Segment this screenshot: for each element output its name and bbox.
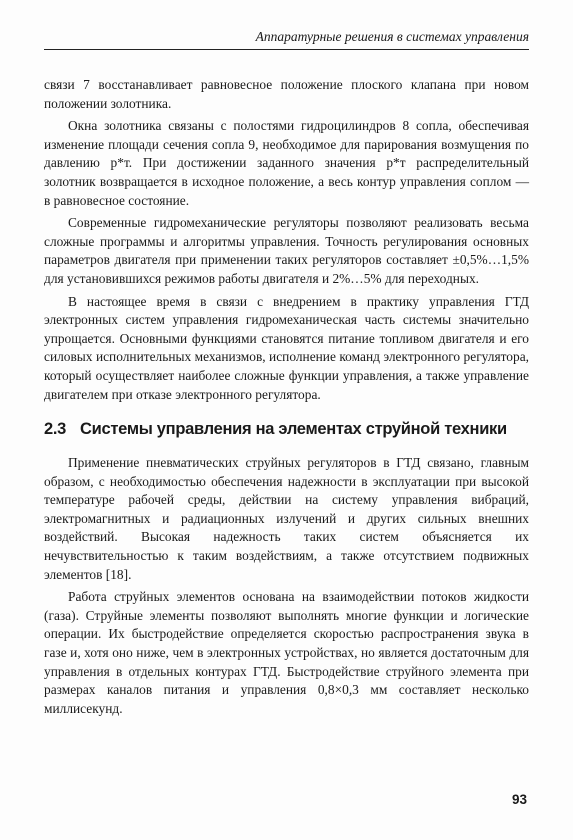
page-number: 93 (511, 792, 527, 807)
paragraph-continuation: связи 7 восстанавливает равновесное положение плоского клапана при новом положении золотника. (44, 77, 529, 111)
paragraph-jet-elements: Работа струйных элементов основана на взаимодействии потоков жидкости (газа). Струйные элементы позволяют выполнять многие функции и логические операции. Их быстродействие определяется скоростью распространения звука в газе и, хотя оно ниже, чем в электронных устройствах, но является достаточным для управления в отдельных контурах ГТД. Быстродействие струйного элемента при размерах каналов питания и управления 0,8×0,3 мм составляет несколько миллисекунд. (44, 589, 529, 716)
section-body (44, 454, 529, 718)
paragraph-pneumatic-regulators: Применение пневматических струйных регуляторов в ГТД связано, главным образом, с необходимостью обеспечения надежности в эксплуатации при высокой температуре рабочей среды, действии на систему управления вибраций, электромагнитных и радиационных излучений и других сильных внешних воздействий. Высокая надежность таких систем объясняется их нечувствительностью к таким воздействиям, а также отсутствием подвижных элементов [18]. (44, 455, 529, 582)
paragraph-nozzle-windows: Окна золотника связаны с полостями гидроцилиндров 8 сопла, обеспечивая изменение площади сечения сопла 9, необходимое для парирования возмущения по давлению p*т. При достижении заданного значения p*т распределительный золотник возвращается в исходное положение, а весь контур управления соплом — в равновесное состояние. (44, 118, 529, 208)
running-header (44, 27, 529, 50)
paragraph-modern-regulators: Современные гидромеханические регуляторы позволяют реализовать весьма сложные программы и алгоритмы управления. Точность регулирования основных параметров двигателя при применении таких регуляторов составляет ±0,5%…1,5% для установившихся режимов работы двигателя и 2%…5% для переходных. (44, 215, 529, 286)
page-body (44, 76, 529, 722)
running-title: Аппаратурные решения в системах управления (255, 29, 529, 44)
paragraph-electronic-systems: В настоящее время в связи с внедрением в практику управления ГТД электронных систем управления гидромеханическая часть системы значительно упрощается. Основными функциями становятся питание топливом двигателя и его силовых исполнительных механизмов, исполнение команд электронного регулятора, который осуществляет наиболее сложные функции управления, а также управление двигателем при отказе электронного регулятора. (44, 293, 529, 402)
section-heading (44, 418, 529, 440)
section-number: 2.3 (44, 420, 67, 439)
section-title: Системы управления на элементах струйной техники (80, 420, 507, 439)
